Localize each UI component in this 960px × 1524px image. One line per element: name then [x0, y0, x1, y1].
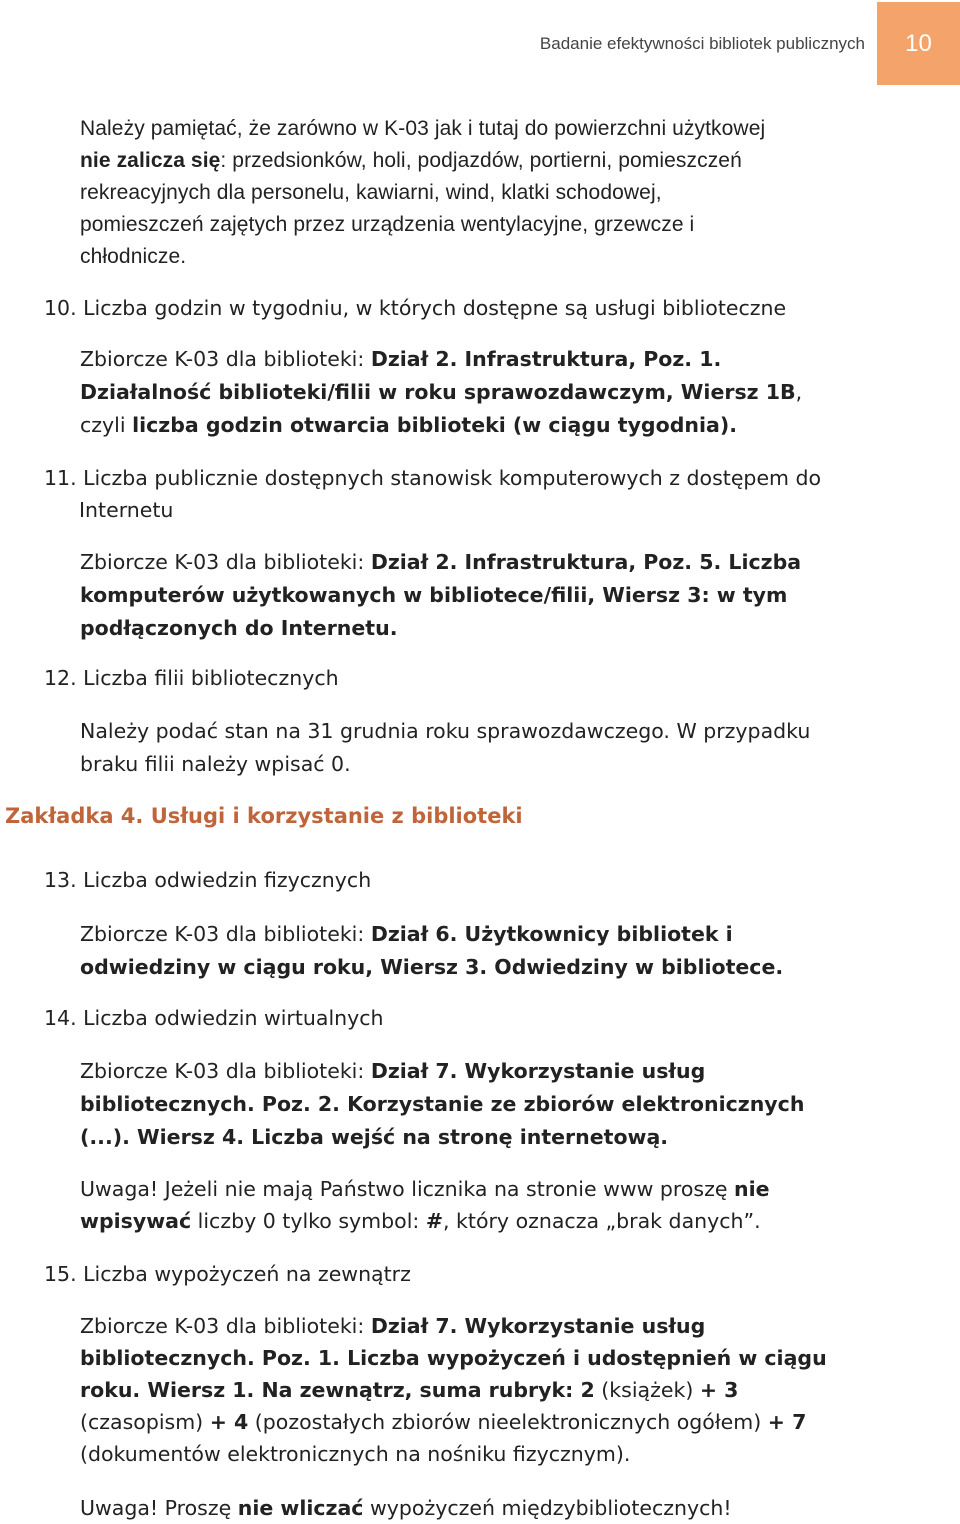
- intro-line: rekreacyjnych dla personelu, kawiarni, wind, klatki schodowej,: [80, 181, 662, 204]
- note-text: Uwaga! Proszę: [80, 1496, 238, 1520]
- source-text: (dokumentów elektronicznych na nośniku fizycznym).: [80, 1442, 631, 1466]
- heading-line: Internetu: [79, 498, 174, 522]
- page-number-badge: 10: [877, 2, 960, 85]
- source-bold: Dział 2. Infrastruktura, Poz. 5. Liczba: [370, 550, 802, 574]
- source-bold: (...). Wiersz 4. Liczba wejść na stronę internetową.: [80, 1125, 669, 1149]
- source-line: [80, 376, 940, 409]
- source-bold: Dział 7. Wykorzystanie usług: [370, 1314, 706, 1338]
- source-line: [80, 546, 940, 579]
- item-13-heading: 13. Liczba odwiedzin fizycznych: [44, 868, 372, 892]
- source-text: ,: [795, 380, 803, 404]
- note-line: [80, 1173, 940, 1205]
- source-bold: Dział 6. Użytkownicy bibliotek i: [370, 922, 733, 946]
- item-15-source: [80, 1310, 940, 1470]
- note-text: , który oznacza „brak danych”.: [443, 1209, 761, 1233]
- item-14-heading: 14. Liczba odwiedzin wirtualnych: [44, 1006, 384, 1030]
- item-11-heading: [44, 462, 821, 526]
- item-10-heading: 10. Liczba godzin w tygodniu, w których dostępne są usługi biblioteczne: [44, 296, 787, 320]
- note-text: wypożyczeń międzybibliotecznych!: [363, 1496, 732, 1520]
- item-12-heading: 12. Liczba filii bibliotecznych: [44, 666, 339, 690]
- text-line: braku filii należy wpisać 0.: [80, 752, 351, 776]
- note-line: [80, 1492, 940, 1524]
- source-prefix: Zbiorcze K-03 dla biblioteki:: [80, 1059, 371, 1083]
- source-prefix: Zbiorcze K-03 dla biblioteki:: [80, 922, 371, 946]
- source-text: (pozostałych zbiorów nieelektronicznych ogółem): [248, 1410, 768, 1434]
- source-text: czyli: [80, 413, 133, 437]
- source-bold: komputerów użytkowanych w bibliotece/filii, Wiersz 3: w tym: [80, 583, 788, 607]
- source-line: [80, 951, 940, 984]
- source-prefix: Zbiorcze K-03 dla biblioteki:: [80, 550, 371, 574]
- intro-text: : przedsionków, holi, podjazdów, portierni, pomieszczeń: [220, 149, 742, 172]
- page-header-title: Badanie efektywności bibliotek publicznych: [539, 34, 865, 53]
- intro-line: [80, 145, 940, 177]
- source-bold: + 7: [767, 1410, 807, 1434]
- text-line: Należy podać stan na 31 grudnia roku sprawozdawczego. W przypadku: [80, 719, 811, 743]
- item-13-source: [80, 918, 940, 984]
- note-bold: nie: [734, 1177, 770, 1201]
- note-line: [80, 1205, 940, 1237]
- source-bold: + 4: [209, 1410, 249, 1434]
- intro-line: Należy pamiętać, że zarówno w K-03 jak i tutaj do powierzchni użytkowej: [80, 117, 766, 140]
- source-line: [80, 1088, 940, 1121]
- source-line: [80, 918, 940, 951]
- source-line: [80, 409, 940, 442]
- source-line: [80, 1310, 940, 1342]
- source-bold: Dział 7. Wykorzystanie usług: [370, 1059, 706, 1083]
- item-11-source: [80, 546, 940, 645]
- source-bold: liczba godzin otwarcia biblioteki (w ciągu tygodnia).: [132, 413, 737, 437]
- source-line: [80, 1342, 940, 1374]
- source-bold: Dział 2. Infrastruktura, Poz. 1.: [370, 347, 722, 371]
- item-14-source: [80, 1055, 940, 1154]
- note-bold: wpisywać: [80, 1209, 192, 1233]
- source-bold: bibliotecznych. Poz. 1. Liczba wypożyczeń i udostępnień w ciągu: [80, 1346, 827, 1370]
- source-line: [80, 1406, 940, 1438]
- section-heading: Zakładka 4. Usługi i korzystanie z biblioteki: [5, 804, 523, 828]
- source-prefix: Zbiorcze K-03 dla biblioteki:: [80, 347, 371, 371]
- source-line: [80, 343, 940, 376]
- source-prefix: Zbiorcze K-03 dla biblioteki:: [80, 1314, 371, 1338]
- source-text: (książek): [594, 1378, 700, 1402]
- source-bold: Działalność biblioteki/filii w roku sprawozdawczym, Wiersz 1B: [80, 380, 796, 404]
- item-10-source: [80, 343, 940, 442]
- source-line: [80, 1121, 940, 1154]
- source-line: [80, 612, 940, 645]
- note-text: liczby 0 tylko symbol:: [191, 1209, 426, 1233]
- item-14-note: [80, 1173, 940, 1237]
- source-line: [80, 1438, 940, 1470]
- source-bold: odwiedziny w ciągu roku, Wiersz 3. Odwiedziny w bibliotece.: [80, 955, 784, 979]
- source-bold: + 3: [699, 1378, 739, 1402]
- item-15-note: [80, 1492, 940, 1524]
- source-text: (czasopism): [80, 1410, 210, 1434]
- source-bold: bibliotecznych. Poz. 2. Korzystanie ze zbiorów elektronicznych: [80, 1092, 805, 1116]
- note-text: Uwaga! Jeżeli nie mają Państwo licznika na stronie www proszę: [80, 1177, 734, 1201]
- intro-line: chłodnicze.: [80, 245, 187, 268]
- source-bold: roku. Wiersz 1. Na zewnątrz, suma rubryk: 2: [80, 1378, 595, 1402]
- intro-line: pomieszczeń zajętych przez urządzenia wentylacyjne, grzewcze i: [80, 213, 695, 236]
- source-bold: podłączonych do Internetu.: [80, 616, 398, 640]
- item-15-heading: 15. Liczba wypożyczeń na zewnątrz: [44, 1262, 411, 1286]
- note-bold: #: [425, 1209, 444, 1233]
- source-line: [80, 1374, 940, 1406]
- heading-line: 11. Liczba publicznie dostępnych stanowisk komputerowych z dostępem do: [44, 466, 822, 490]
- source-line: [80, 579, 940, 612]
- intro-paragraph: [80, 113, 940, 273]
- intro-bold: nie zalicza się: [80, 149, 221, 172]
- item-12-text: [80, 715, 940, 781]
- note-bold: nie wliczać: [237, 1496, 364, 1520]
- source-line: [80, 1055, 940, 1088]
